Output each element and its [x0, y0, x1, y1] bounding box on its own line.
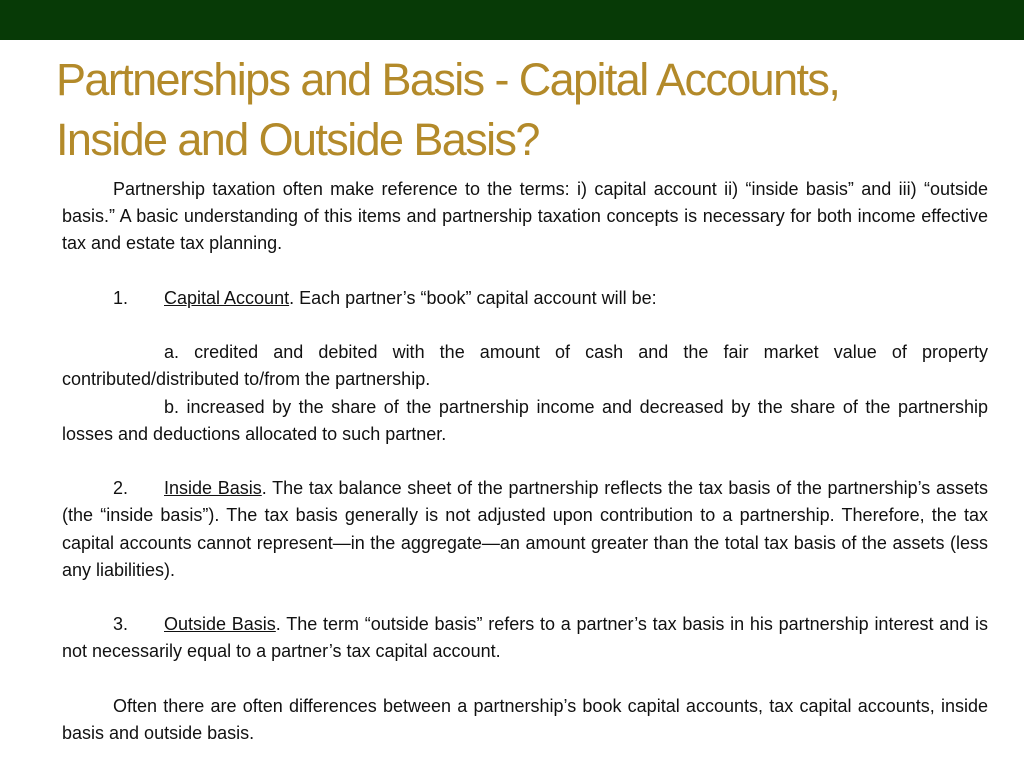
list-item-outside-basis: [62, 611, 988, 665]
spacer: [62, 666, 988, 693]
spacer: [62, 312, 988, 339]
closing-paragraph: Often there are often differences between a partnership’s book capital accounts, tax capital accounts, inside basis and outside basis.: [62, 695, 988, 743]
list-item-inside-basis: [62, 475, 988, 584]
inside-basis-text: . The tax balance sheet of the partnership reflects the tax basis of the partnership’s assets (the “inside basis”). The tax basis generally is not adjusted upon contribution to a partnership. Therefore, the tax capital accounts cannot represent—in the aggregate—an amount greater than the total tax basis of the assets (less any liabilities).: [62, 478, 988, 580]
slide-title-line-2: Inside and Outside Basis?: [56, 114, 539, 165]
slide-title-line-1: Partnerships and Basis - Capital Accounts,: [56, 54, 840, 105]
term-outside-basis: Outside Basis: [164, 614, 276, 635]
subitem-a: a. credited and debited with the amount of cash and the fair market value of property contributed/distributed to/from the partnership.: [62, 342, 988, 390]
top-bar: [0, 0, 1024, 40]
intro-paragraph: Partnership taxation often make reference to the terms: i) capital account ii) “inside basis” and iii) “outside basis.” A basic understanding of this items and partnership taxation concepts is necessary for both income effective tax and estate tax planning.: [62, 179, 988, 254]
list-number: 2.: [113, 478, 129, 499]
spacer: [62, 448, 988, 475]
list-item-capital-account: [62, 285, 988, 312]
spacer: [62, 584, 988, 611]
outside-basis-text: . The term “outside basis” refers to a partner’s tax basis in his partnership interest and is not necessarily equal to a partner’s tax capital account.: [62, 614, 988, 662]
term-inside-basis: Inside Basis: [164, 478, 262, 499]
list-number: 1.: [113, 287, 129, 308]
spacer: [62, 258, 988, 285]
term-capital-account: Capital Account: [164, 287, 290, 308]
subitem-b: b. increased by the share of the partnership income and decreased by the share of the partnership losses and deductions allocated to such partner.: [62, 396, 988, 444]
slide-body: [62, 176, 988, 747]
slide-title: [56, 50, 996, 170]
list-number: 3.: [113, 614, 129, 635]
capital-account-text: . Each partner’s “book” capital account will be:: [289, 287, 657, 308]
